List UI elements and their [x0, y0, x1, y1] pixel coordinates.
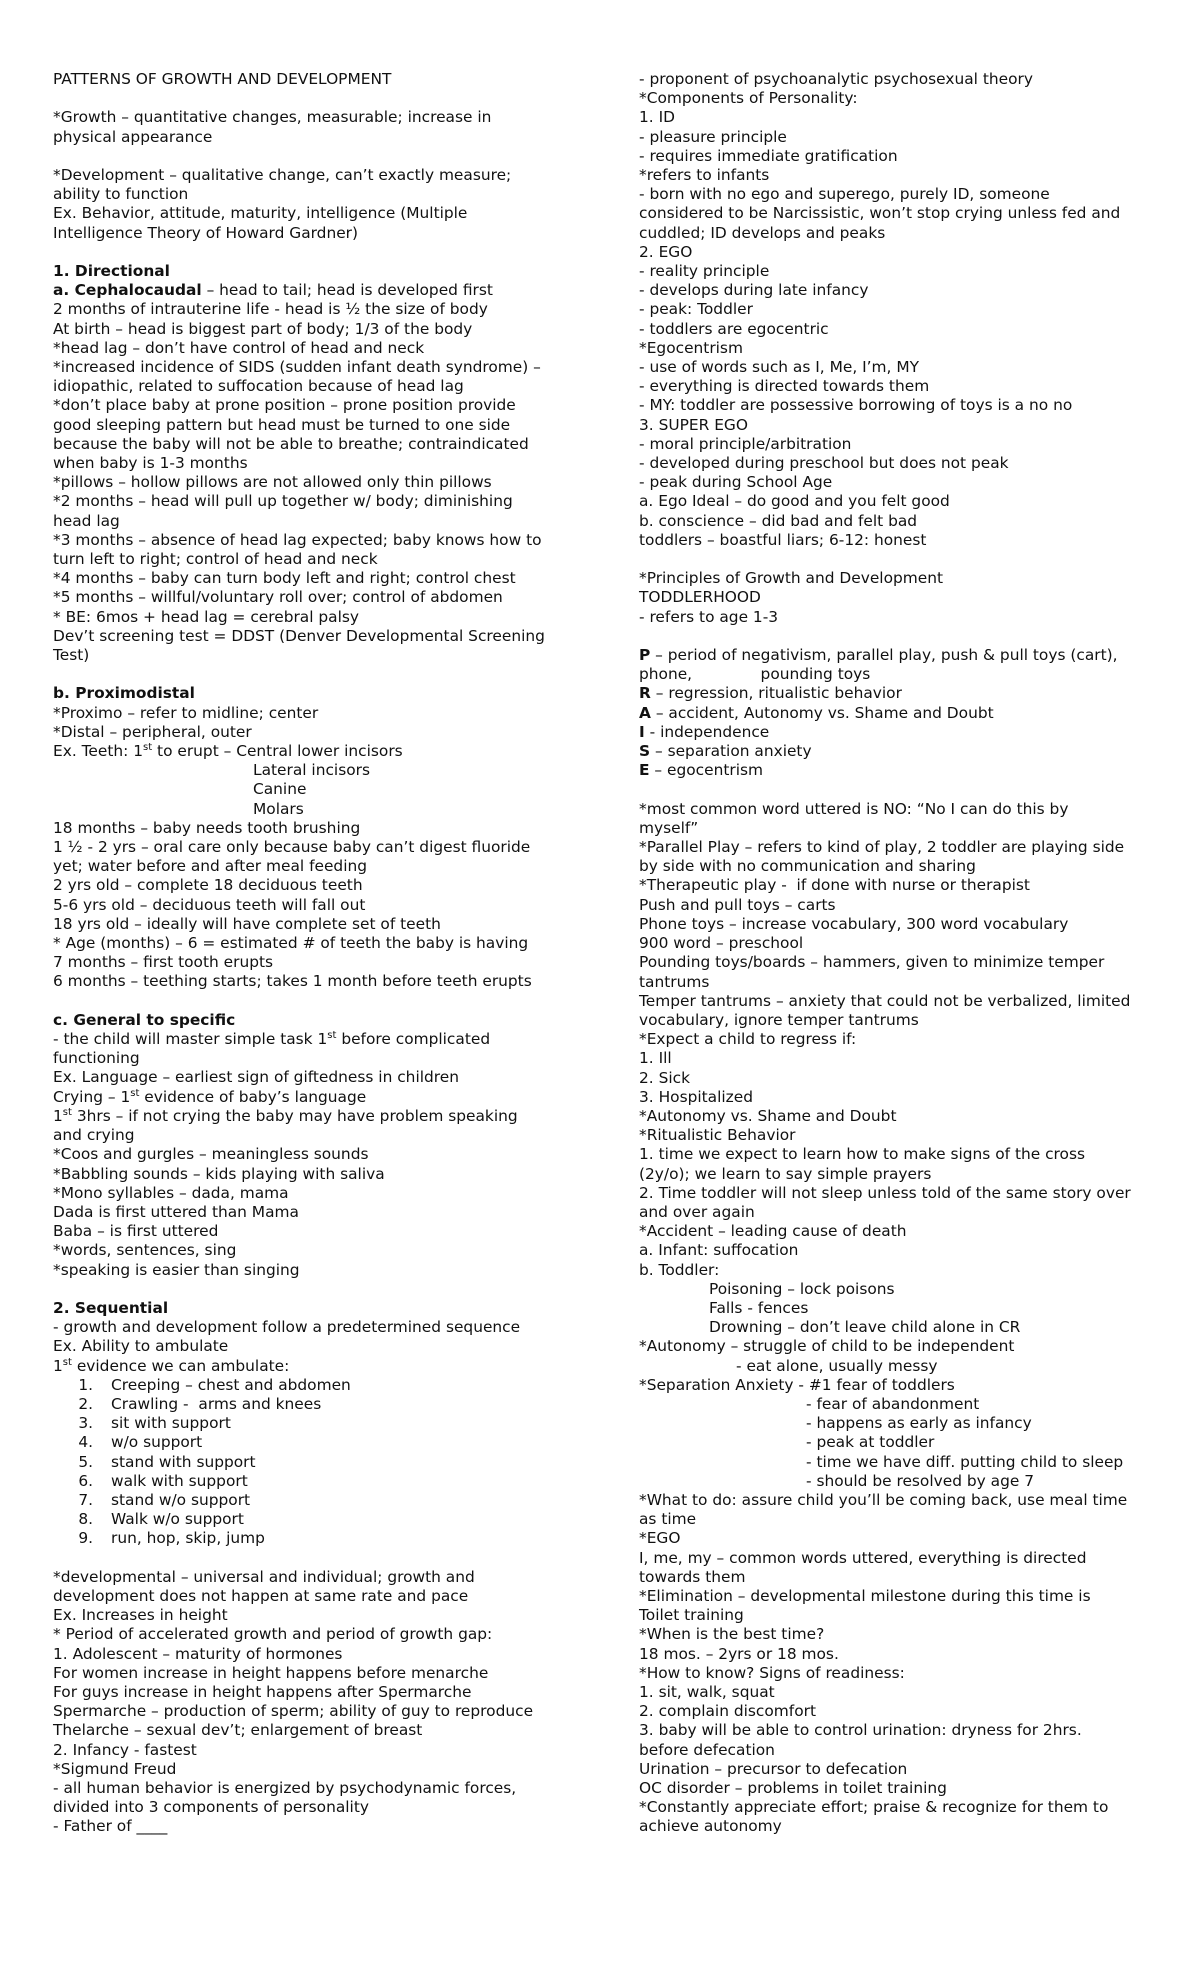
text-line: 1. ID [639, 108, 675, 127]
text-line: development does not happen at same rate and pace [53, 1586, 469, 1605]
blank-line [53, 992, 593, 1011]
acronym-letter: A [639, 703, 651, 722]
text-line: Baba – is first uttered [53, 1222, 219, 1241]
text-line: considered to be Narcissistic, won’t stop crying unless fed and [639, 204, 1121, 223]
text-span: – head to tail; head is developed first [201, 281, 493, 300]
text-line: b. conscience – did bad and felt bad [639, 511, 918, 530]
list-number: 9. [78, 1529, 93, 1548]
list-number: 6. [78, 1471, 93, 1490]
text-line: - refers to age 1-3 [639, 607, 779, 626]
text-line: and crying [53, 1126, 135, 1145]
text-line: head lag [53, 511, 120, 530]
list-number: 4. [78, 1433, 93, 1452]
text-line: *Coos and gurgles – meaningless sounds [53, 1145, 369, 1164]
text-line: - growth and development follow a predetermined sequence [53, 1318, 521, 1337]
text-line: *Separation Anxiety - #1 fear of toddlers [639, 1375, 955, 1394]
text-line: - peak at toddler [806, 1433, 935, 1452]
text-line: a. Ego Ideal – do good and you felt good [639, 492, 950, 511]
text-line: OC disorder – problems in toilet training [639, 1779, 947, 1798]
text-line: *Principles of Growth and Development [639, 569, 944, 588]
text-line: *Autonomy – struggle of child to be independent [639, 1337, 1015, 1356]
text-line: divided into 3 components of personality [53, 1798, 369, 1817]
text-line: * Age (months) – 6 = estimated # of teeth the baby is having [53, 934, 529, 953]
text-line: Ex. Ability to ambulate [53, 1337, 229, 1356]
text-line [53, 1107, 593, 1126]
text-line: functioning [53, 1049, 140, 1068]
blank-line [53, 243, 593, 262]
text-line [53, 1357, 593, 1376]
acronym-text: - independence [644, 722, 770, 741]
text-line: *What to do: assure child you’ll be coming back, use meal time [639, 1490, 1128, 1509]
acronym-text: – regression, ritualistic behavior [650, 684, 902, 703]
acronym-line [639, 684, 1159, 703]
list-text: Crawling - arms and knees [111, 1394, 322, 1413]
text-line: phone, pounding toys [639, 665, 871, 684]
text-line: For women increase in height happens before menarche [53, 1663, 489, 1682]
text-line: *increased incidence of SIDS (sudden infant death syndrome) – [53, 358, 541, 376]
text-line: achieve autonomy [639, 1817, 782, 1836]
text-span: 1 [53, 1106, 63, 1125]
acronym-letter: I [639, 722, 645, 741]
text-line: *Mono syllables – dada, mama [53, 1183, 289, 1202]
text-line: - fear of abandonment [806, 1394, 980, 1413]
text-line: * Period of accelerated growth and period of growth gap: [53, 1625, 493, 1644]
text-line: *pillows – hollow pillows are not allowed only thin pillows [53, 473, 492, 492]
text-line: (2y/o); we learn to say simple prayers [639, 1164, 932, 1183]
text-line: 7 months – first tooth erupts [53, 953, 274, 972]
text-line: - peak during School Age [639, 473, 833, 492]
acronym-text: – egocentrism [649, 761, 763, 780]
text-line: 3. SUPER EGO [639, 415, 748, 434]
acronym-letter: P [639, 646, 651, 665]
text-line: - eat alone, usually messy [736, 1356, 938, 1375]
text-line: - all human behavior is energized by psychodynamic forces, [53, 1778, 517, 1797]
text-line: * BE: 6mos + head lag = cerebral palsy [53, 607, 360, 626]
superscript: st [143, 741, 153, 753]
text-span: Crying – 1 [53, 1087, 131, 1106]
text-line [53, 1088, 593, 1107]
text-line: idiopathic, related to suffocation because of head lag [53, 377, 464, 396]
blank-line [53, 665, 593, 684]
text-line: as time [639, 1510, 697, 1529]
acronym-letter: S [639, 742, 651, 761]
text-line: - moral principle/arbitration [639, 434, 852, 453]
text-line: Dada is first uttered than Mama [53, 1202, 299, 1221]
list-text: w/o support [111, 1433, 203, 1452]
text-line: *don’t place baby at prone position – prone position provide [53, 396, 516, 415]
list-text: stand w/o support [111, 1490, 251, 1509]
text-line: *head lag – don’t have control of head and neck [53, 338, 425, 357]
text-line: Urination – precursor to defecation [639, 1759, 908, 1778]
superscript: st [62, 1356, 72, 1368]
text-line: ability to function [53, 185, 189, 204]
text-line: Poisoning – lock poisons [709, 1279, 895, 1298]
text-line: - Father of ____ [53, 1817, 168, 1836]
blank-line [639, 627, 1159, 646]
text-line: *How to know? Signs of readiness: [639, 1663, 905, 1682]
text-line: *4 months – baby can turn body left and right; control chest [53, 569, 516, 588]
text-line: At birth – head is biggest part of body; 1/3 of the body [53, 319, 473, 338]
text-line: *2 months – head will pull up together w/ body; diminishing [53, 492, 513, 511]
text-line: - born with no ego and superego, purely ID, someone [639, 185, 1050, 204]
text-line: - pleasure principle [639, 127, 787, 146]
text-line: Ex. Behavior, attitude, maturity, intelligence (Multiple [53, 204, 468, 223]
text-line: Pounding toys/boards – hammers, given to minimize temper [639, 953, 1105, 972]
text-line: *When is the best time? [639, 1625, 825, 1644]
text-line: 1 ½ - 2 yrs – oral care only because baby can’t digest fluoride [53, 838, 531, 857]
text-line [53, 742, 593, 761]
text-line: cuddled; ID develops and peaks [639, 223, 886, 242]
text-line: 2. Sick [639, 1068, 690, 1087]
text-span: Ex. Teeth: 1 [53, 742, 143, 761]
list-number: 7. [78, 1490, 93, 1509]
text-line: Molars [253, 799, 304, 818]
acronym-line [639, 723, 1159, 742]
text-line: - MY: toddler are possessive borrowing of toys is a no no [639, 396, 1073, 415]
text-line: *Therapeutic play - if done with nurse or therapist [639, 876, 1030, 895]
text-span: evidence we can ambulate: [71, 1356, 290, 1375]
text-span: before complicated [336, 1030, 491, 1049]
text-line: *speaking is easier than singing [53, 1260, 300, 1279]
acronym-line [639, 742, 1159, 761]
acronym-line [639, 646, 1159, 665]
text-line: 6 months – teething starts; takes 1 month before teeth erupts [53, 972, 532, 991]
blank-line [639, 550, 1159, 569]
text-line: - developed during preschool but does not peak [639, 454, 1009, 473]
text-line [53, 281, 593, 300]
acronym-text: – separation anxiety [650, 742, 812, 761]
acronym-text: – accident, Autonomy vs. Shame and Doubt [650, 703, 994, 722]
text-line: *Egocentrism [639, 338, 743, 357]
blank-line [53, 89, 593, 108]
text-line: Intelligence Theory of Howard Gardner) [53, 223, 359, 242]
text-line: - toddlers are egocentric [639, 319, 829, 338]
text-line: physical appearance [53, 127, 213, 146]
document-title: PATTERNS OF GROWTH AND DEVELOPMENT [53, 70, 392, 88]
list-text: walk with support [111, 1471, 248, 1490]
text-line: Canine [253, 780, 307, 799]
text-line: - should be resolved by age 7 [806, 1471, 1034, 1490]
text-line: *Proximo – refer to midline; center [53, 703, 319, 722]
text-line: 18 months – baby needs tooth brushing [53, 818, 361, 837]
text-line: b. Toddler: [639, 1260, 720, 1279]
text-line: a. Infant: suffocation [639, 1241, 799, 1260]
text-line: For guys increase in height happens after Spermarche [53, 1682, 472, 1701]
superscript: st [62, 1106, 72, 1118]
text-line: 1. Adolescent – maturity of hormones [53, 1644, 343, 1663]
text-line: Spermarche – production of sperm; ability of guy to reproduce [53, 1702, 534, 1721]
acronym-line [639, 761, 1159, 780]
text-line: *Babbling sounds – kids playing with saliva [53, 1164, 385, 1183]
text-line: 2. EGO [639, 242, 693, 261]
left-column [53, 70, 593, 1837]
text-line: 1. Ill [639, 1049, 672, 1068]
subheading-cephalocaudal: a. Cephalocaudal [53, 281, 202, 300]
blank-line [639, 780, 1159, 799]
text-line: 2. Infancy - fastest [53, 1740, 197, 1759]
text-line: 18 mos. – 2yrs or 18 mos. [639, 1644, 839, 1663]
acronym-letter: R [639, 684, 651, 703]
text-line: tantrums [639, 972, 710, 991]
text-line: - proponent of psychoanalytic psychosexual theory [639, 70, 1033, 88]
text-line: *Elimination – developmental milestone during this time is [639, 1587, 1091, 1605]
text-line: *Growth – quantitative changes, measurable; increase in [53, 108, 492, 127]
list-item [53, 1491, 593, 1510]
text-span: 1 [53, 1356, 63, 1375]
text-line: and over again [639, 1202, 755, 1221]
text-line: *Expect a child to regress if: [639, 1030, 857, 1049]
text-line: 3. baby will be able to control urination: dryness for 2hrs. [639, 1721, 1082, 1740]
text-line: myself” [639, 818, 699, 837]
text-line: - everything is directed towards them [639, 377, 930, 396]
text-line: TODDLERHOOD [639, 588, 761, 607]
list-item [53, 1453, 593, 1472]
acronym-letter: E [639, 761, 650, 780]
text-line: - use of words such as I, Me, I’m, MY [639, 358, 920, 377]
text-line: 2. complain discomfort [639, 1702, 816, 1721]
list-number: 5. [78, 1452, 93, 1471]
blank-line [53, 1280, 593, 1299]
text-line: I, me, my – common words uttered, everything is directed [639, 1548, 1087, 1567]
blank-line [53, 1549, 593, 1568]
list-number: 3. [78, 1414, 93, 1433]
text-line: - peak: Toddler [639, 300, 753, 319]
text-line: Drowning – don’t leave child alone in CR [709, 1318, 1021, 1337]
text-line: Dev’t screening test = DDST (Denver Developmental Screening [53, 626, 545, 645]
text-line: *EGO [639, 1529, 681, 1548]
list-text: stand with support [111, 1452, 256, 1471]
text-line: *Sigmund Freud [53, 1759, 177, 1778]
list-item [53, 1433, 593, 1452]
text-line: Ex. Increases in height [53, 1606, 228, 1625]
text-line: before defecation [639, 1740, 775, 1759]
list-item [53, 1395, 593, 1414]
text-line: good sleeping pattern but head must be turned to one side [53, 415, 511, 434]
text-line: Push and pull toys – carts [639, 895, 836, 914]
list-text: sit with support [111, 1414, 231, 1433]
text-span: evidence of baby’s language [139, 1087, 367, 1106]
list-item [53, 1414, 593, 1433]
text-line: *developmental – universal and individual; growth and [53, 1567, 475, 1586]
section-heading-directional: 1. Directional [53, 261, 170, 280]
text-line: Falls - fences [709, 1298, 809, 1317]
text-line: Toilet training [639, 1606, 744, 1625]
text-line: 18 yrs old – ideally will have complete set of teeth [53, 914, 441, 933]
text-span: - the child will master simple task 1 [53, 1030, 328, 1049]
section-heading-sequential: 2. Sequential [53, 1298, 169, 1317]
text-line: vocabulary, ignore temper tantrums [639, 1010, 919, 1029]
text-line: Lateral incisors [253, 761, 370, 780]
text-line: *Components of Personality: [639, 89, 858, 108]
text-line: - time we have diff. putting child to sleep [806, 1452, 1124, 1471]
superscript: st [327, 1029, 337, 1041]
text-line: because the baby will not be able to breathe; contraindicated [53, 434, 529, 453]
text-line: Thelarche – sexual dev’t; enlargement of breast [53, 1721, 423, 1740]
text-line [53, 1030, 593, 1049]
text-line: Phone toys – increase vocabulary, 300 word vocabulary [639, 914, 1069, 933]
text-line: 1. sit, walk, squat [639, 1683, 775, 1702]
text-line: - reality principle [639, 262, 770, 281]
text-line: *Accident – leading cause of death [639, 1222, 907, 1241]
text-line: - develops during late infancy [639, 281, 869, 300]
text-line: 1. time we expect to learn how to make signs of the cross [639, 1145, 1085, 1164]
subheading-proximodistal: b. Proximodistal [53, 684, 195, 703]
text-span: to erupt – Central lower incisors [152, 742, 403, 761]
text-line: *Development – qualitative change, can’t exactly measure; [53, 165, 512, 184]
text-span: 3hrs – if not crying the baby may have problem speaking [71, 1106, 518, 1125]
text-line: towards them [639, 1567, 746, 1586]
list-text: run, hop, skip, jump [111, 1529, 265, 1548]
list-number: 8. [78, 1510, 93, 1529]
text-line: *most common word uttered is NO: “No I can do this by [639, 799, 1069, 818]
text-line: *5 months – willful/voluntary roll over; control of abdomen [53, 588, 503, 607]
text-line: *3 months – absence of head lag expected; baby knows how to [53, 530, 542, 549]
list-number: 1. [78, 1375, 93, 1394]
text-line: *Autonomy vs. Shame and Doubt [639, 1106, 897, 1125]
blank-line [53, 147, 593, 166]
text-line: Ex. Language – earliest sign of giftedness in children [53, 1068, 459, 1087]
list-item [53, 1529, 593, 1548]
text-line: *Parallel Play – refers to kind of play, 2 toddler are playing side [639, 838, 1125, 857]
acronym-line [639, 704, 1159, 723]
text-line: 2 yrs old – complete 18 deciduous teeth [53, 876, 363, 895]
text-line: yet; water before and after meal feeding [53, 857, 367, 876]
subheading-general-to-specific: c. General to specific [53, 1010, 236, 1029]
text-line: - happens as early as infancy [806, 1414, 1032, 1433]
text-line: 900 word – preschool [639, 934, 804, 953]
text-line: *Constantly appreciate effort; praise & recognize for them to [639, 1798, 1109, 1817]
text-line: 2 months of intrauterine life - head is ½ the size of body [53, 300, 488, 319]
text-line: - requires immediate gratification [639, 146, 898, 165]
text-line: when baby is 1-3 months [53, 454, 248, 473]
text-line: *Ritualistic Behavior [639, 1126, 796, 1145]
text-line: *Distal – peripheral, outer [53, 722, 252, 741]
text-line: 5-6 yrs old – deciduous teeth will fall out [53, 895, 366, 914]
text-line: 3. Hospitalized [639, 1087, 753, 1106]
text-line: Temper tantrums – anxiety that could not be verbalized, limited [639, 991, 1131, 1010]
text-line: 2. Time toddler will not sleep unless told of the same story over [639, 1183, 1131, 1202]
list-text: Walk w/o support [111, 1510, 244, 1529]
superscript: st [130, 1087, 140, 1099]
list-item [53, 1472, 593, 1491]
text-line: *refers to infants [639, 166, 770, 185]
text-line: by side with no communication and sharing [639, 857, 976, 876]
list-item [53, 1376, 593, 1395]
text-line: Test) [53, 646, 90, 665]
list-number: 2. [78, 1394, 93, 1413]
list-item [53, 1510, 593, 1529]
text-line: toddlers – boastful liars; 6-12: honest [639, 530, 927, 549]
text-line: turn left to right; control of head and neck [53, 550, 378, 569]
acronym-text: – period of negativism, parallel play, push & pull toys (cart), [650, 646, 1118, 665]
text-line: *words, sentences, sing [53, 1241, 237, 1260]
right-column [639, 70, 1159, 1837]
list-text: Creeping – chest and abdomen [111, 1375, 351, 1394]
